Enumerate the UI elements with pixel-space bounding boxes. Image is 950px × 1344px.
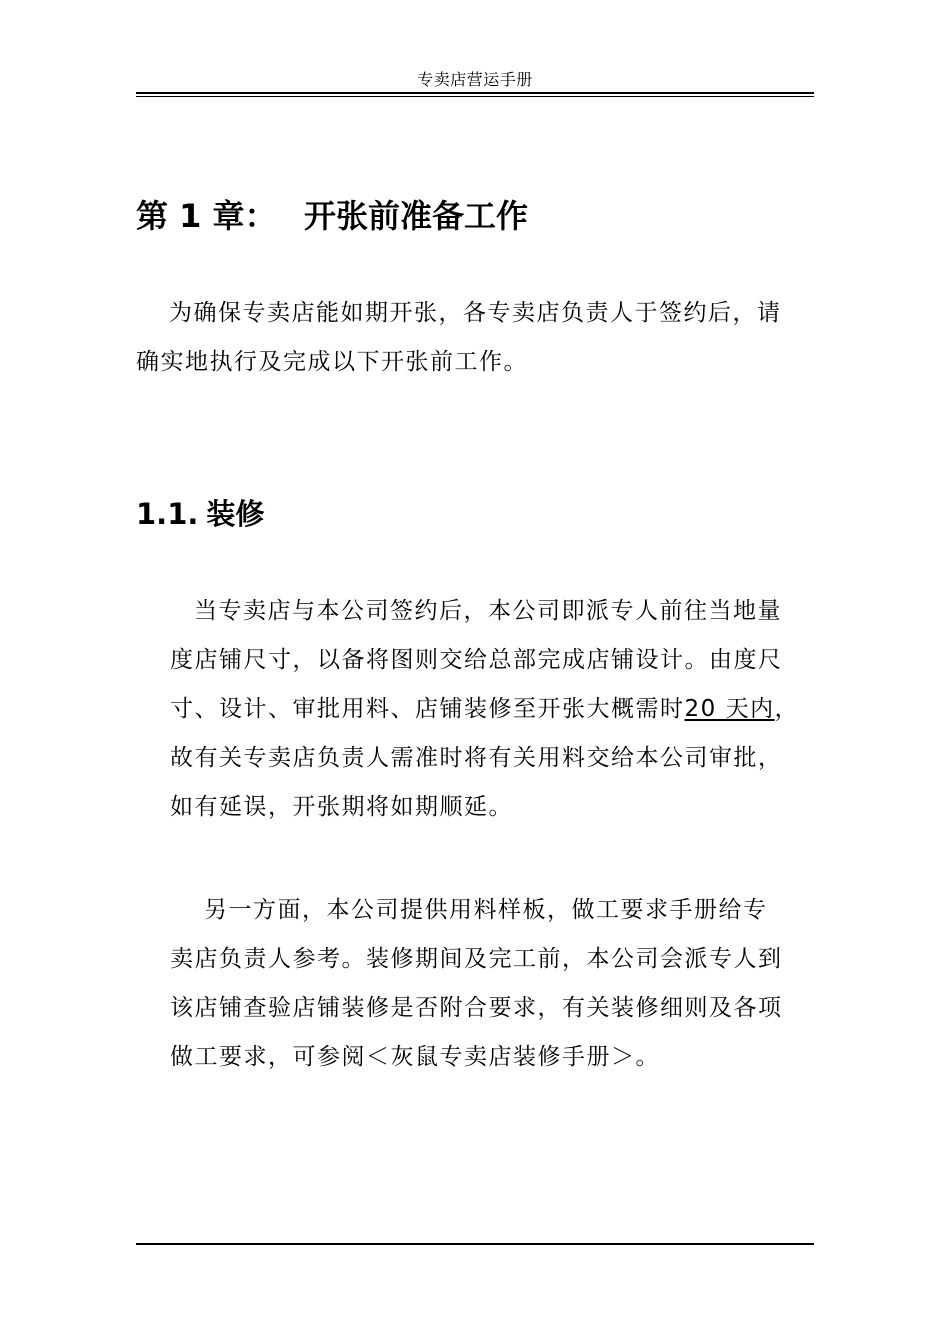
running-header: 专卖店营运手册: [417, 70, 533, 89]
header-rule-thin: [136, 96, 814, 97]
paragraph1-line-3-punct: ，: [774, 696, 800, 722]
paragraph1-line-5: 如有延误，开张期将如期顺延。: [170, 794, 513, 820]
renovation-paragraph-1: [170, 587, 830, 832]
chapter-heading: [136, 192, 528, 240]
chapter-title: 开张前准备工作: [304, 197, 529, 235]
intro-line-2: 确实地执行及完成以下开张前工作。: [136, 349, 528, 375]
section-heading: [136, 492, 264, 536]
section-title: 装修: [206, 497, 265, 531]
renovation-paragraph-2: [170, 886, 830, 1082]
paragraph1-line-3: [170, 685, 830, 734]
intro-line-1: 为确保专卖店能如期开张，各专卖店负责人于签约后，请: [169, 300, 782, 326]
header-rule: [136, 92, 814, 94]
paragraph2-line-3: 该店铺查验店铺装修是否附合要求，有关装修细则及各项: [170, 995, 783, 1021]
duration-highlight: 20 天内: [684, 696, 775, 722]
paragraph1-line-4: 故有关专卖店负责人需准时将有关用料交给本公司审批，: [170, 745, 783, 771]
paragraph2-line-1: 另一方面，本公司提供用料样板，做工要求手册给专: [204, 897, 768, 923]
chapter-number: 第 1 章：: [136, 197, 277, 235]
section-number: 1.1.: [136, 497, 199, 531]
paragraph1-line-1: 当专卖店与本公司签约后，本公司即派专人前往当地量: [194, 598, 782, 624]
intro-paragraph: [136, 289, 816, 387]
paragraph2-line-2: 卖店负责人参考。装修期间及完工前，本公司会派专人到: [170, 946, 783, 972]
paragraph1-line-3-text: 寸、设计、审批用料、店铺装修至开张大概需时: [170, 696, 685, 722]
footer-rule: [136, 1243, 814, 1245]
paragraph2-line-4: 做工要求，可参阅＜灰鼠专卖店装修手册＞。: [170, 1044, 660, 1070]
paragraph1-line-2: 度店铺尺寸，以备将图则交给总部完成店铺设计。由度尺: [170, 647, 783, 673]
